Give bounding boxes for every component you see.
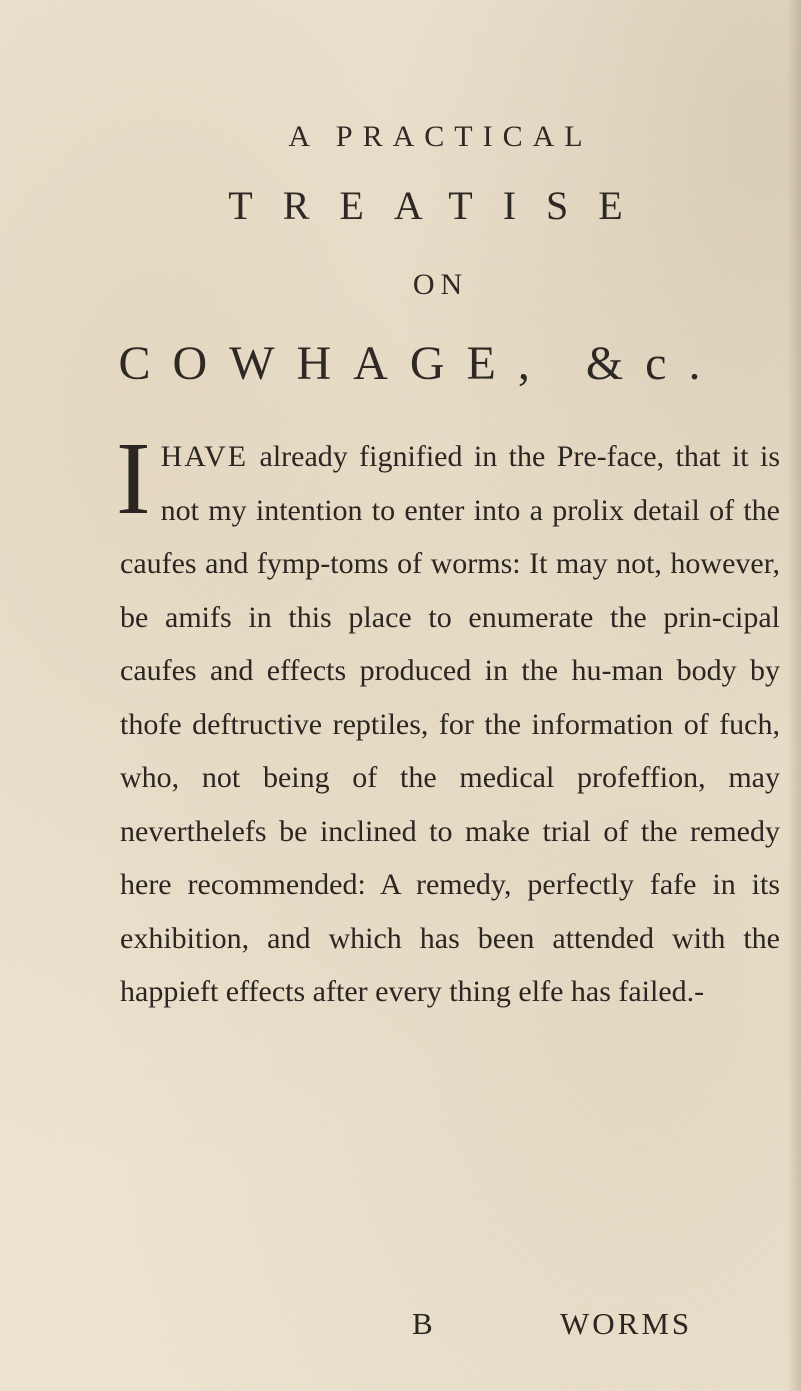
title-line-on: ON <box>412 268 469 301</box>
body-paragraph <box>116 421 780 1019</box>
page-edge-shadow <box>787 0 801 1391</box>
paragraph-text: already fignified in the Pre-face, that it is not my intention to enter into a prolix detail of the caufes and fymp-toms of worms: It may not, however, be amifs in this place to enumerate the prin-cipal caufes and effects produced in the hu-man body by thofe deftructive reptiles, for the information of fuch, who, not being of the medical profeffion, may neverthelefs be inclined to make trial of the remedy here recommended: A remedy, perfectly fafe in its exhibition, and which has been attended with the happieft effects after every thing elfe has failed.- <box>120 440 780 1008</box>
lead-word: HAVE <box>160 440 249 473</box>
drop-cap: I <box>116 421 151 536</box>
signature-mark: B <box>412 1306 433 1341</box>
title-line-a-practical: A PRACTICAL <box>288 120 593 153</box>
page-footer <box>0 1306 801 1346</box>
title-line-cowhage: COWHAGE, &c. <box>118 337 723 390</box>
paragraph <box>116 421 780 1019</box>
catchword: WORMS <box>560 1306 693 1341</box>
title-line-treatise: TREATISE <box>228 183 653 228</box>
